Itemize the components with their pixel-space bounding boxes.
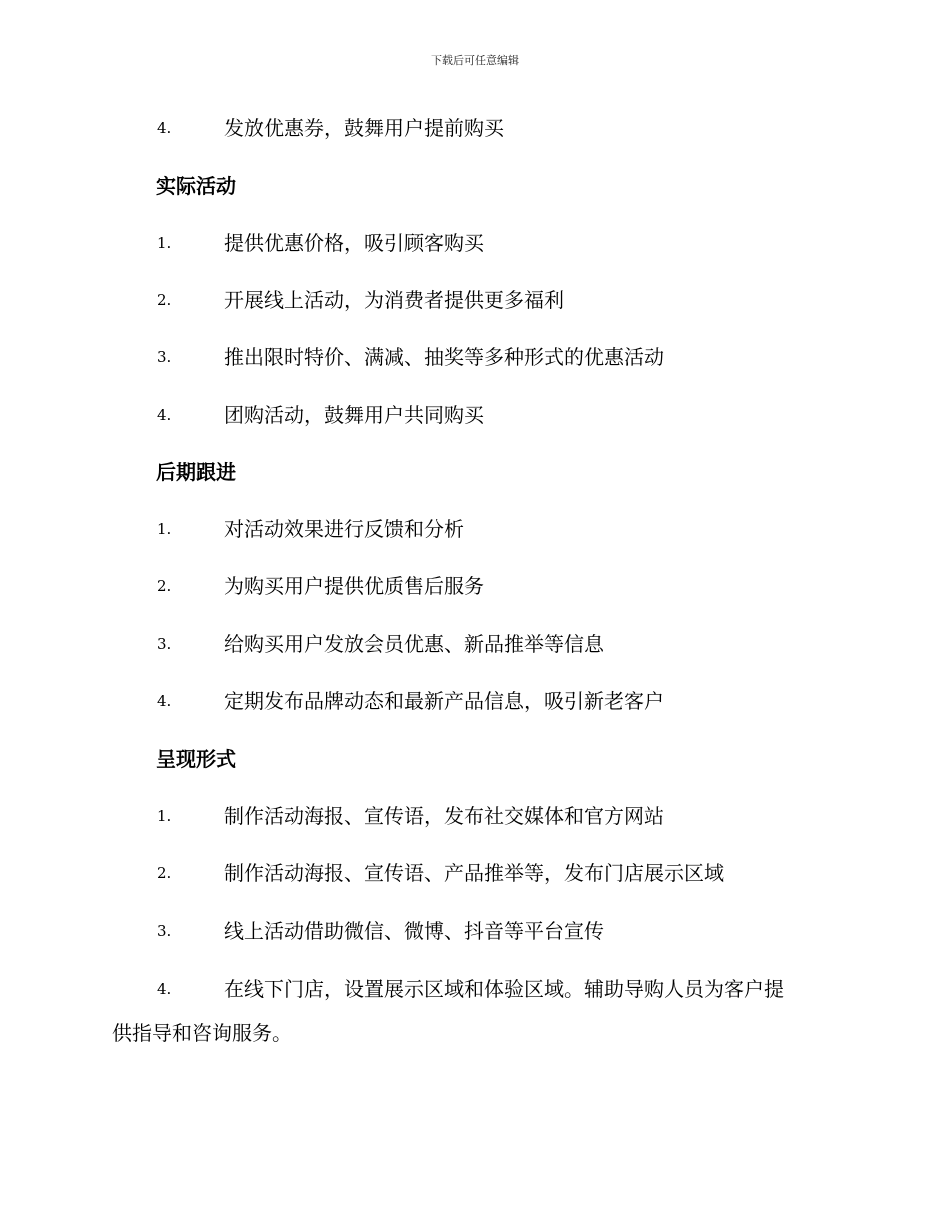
list-text-continuation: 供指导和咨询服务。 (112, 1021, 292, 1045)
list-text: 为购买用户提供优质售后服务 (224, 574, 484, 598)
list-text: 定期发布品牌动态和最新产品信息，吸引新老客户 (224, 689, 664, 713)
list-number: 3. (157, 348, 172, 366)
list-text: 制作活动海报、宣传语，发布社交媒体和官方网站 (224, 804, 664, 828)
list-number: 4. (157, 692, 172, 710)
list-text: 对活动效果进行反馈和分析 (224, 517, 464, 541)
list-text: 线上活动借助微信、微博、抖音等平台宣传 (224, 919, 604, 943)
list-item (0, 858, 950, 888)
list-item (0, 686, 950, 716)
list-text: 推出限时特价、满减、抽奖等多种形式的优惠活动 (224, 345, 664, 369)
list-number: 2. (157, 291, 172, 309)
list-item (0, 400, 950, 430)
list-text: 开展线上活动，为消费者提供更多福利 (224, 288, 564, 312)
list-number: 2. (157, 577, 172, 595)
list-number: 1. (157, 520, 172, 538)
list-number: 4. (157, 980, 172, 998)
list-item (0, 801, 950, 831)
list-item (0, 974, 950, 1004)
list-item (0, 629, 950, 659)
list-text: 给购买用户发放会员优惠、新品推举等信息 (224, 632, 604, 656)
list-item (0, 514, 950, 544)
list-number: 1. (157, 234, 172, 252)
list-item (0, 285, 950, 315)
section-heading: 后期跟进 (156, 460, 236, 484)
list-number: 3. (157, 922, 172, 940)
list-number: 3. (157, 635, 172, 653)
list-text: 制作活动海报、宣传语、产品推举等，发布门店展示区域 (224, 861, 724, 885)
list-item (0, 916, 950, 946)
section-heading: 呈现形式 (156, 747, 236, 771)
list-number: 4. (157, 119, 172, 137)
list-item (0, 571, 950, 601)
list-number: 2. (157, 864, 172, 882)
list-number: 4. (157, 406, 172, 424)
list-number: 1. (157, 807, 172, 825)
list-text: 在线下门店，设置展示区域和体验区域。辅助导购人员为客户提 (224, 977, 784, 1001)
list-item (0, 228, 950, 258)
list-item (0, 342, 950, 372)
list-text: 提供优惠价格，吸引顾客购买 (224, 231, 484, 255)
list-text: 团购活动，鼓舞用户共同购买 (224, 403, 484, 427)
page-header: 下载后可任意编辑 (431, 54, 519, 67)
list-item (0, 113, 950, 143)
list-text: 发放优惠券，鼓舞用户提前购买 (224, 116, 504, 140)
section-heading: 实际活动 (156, 174, 236, 198)
